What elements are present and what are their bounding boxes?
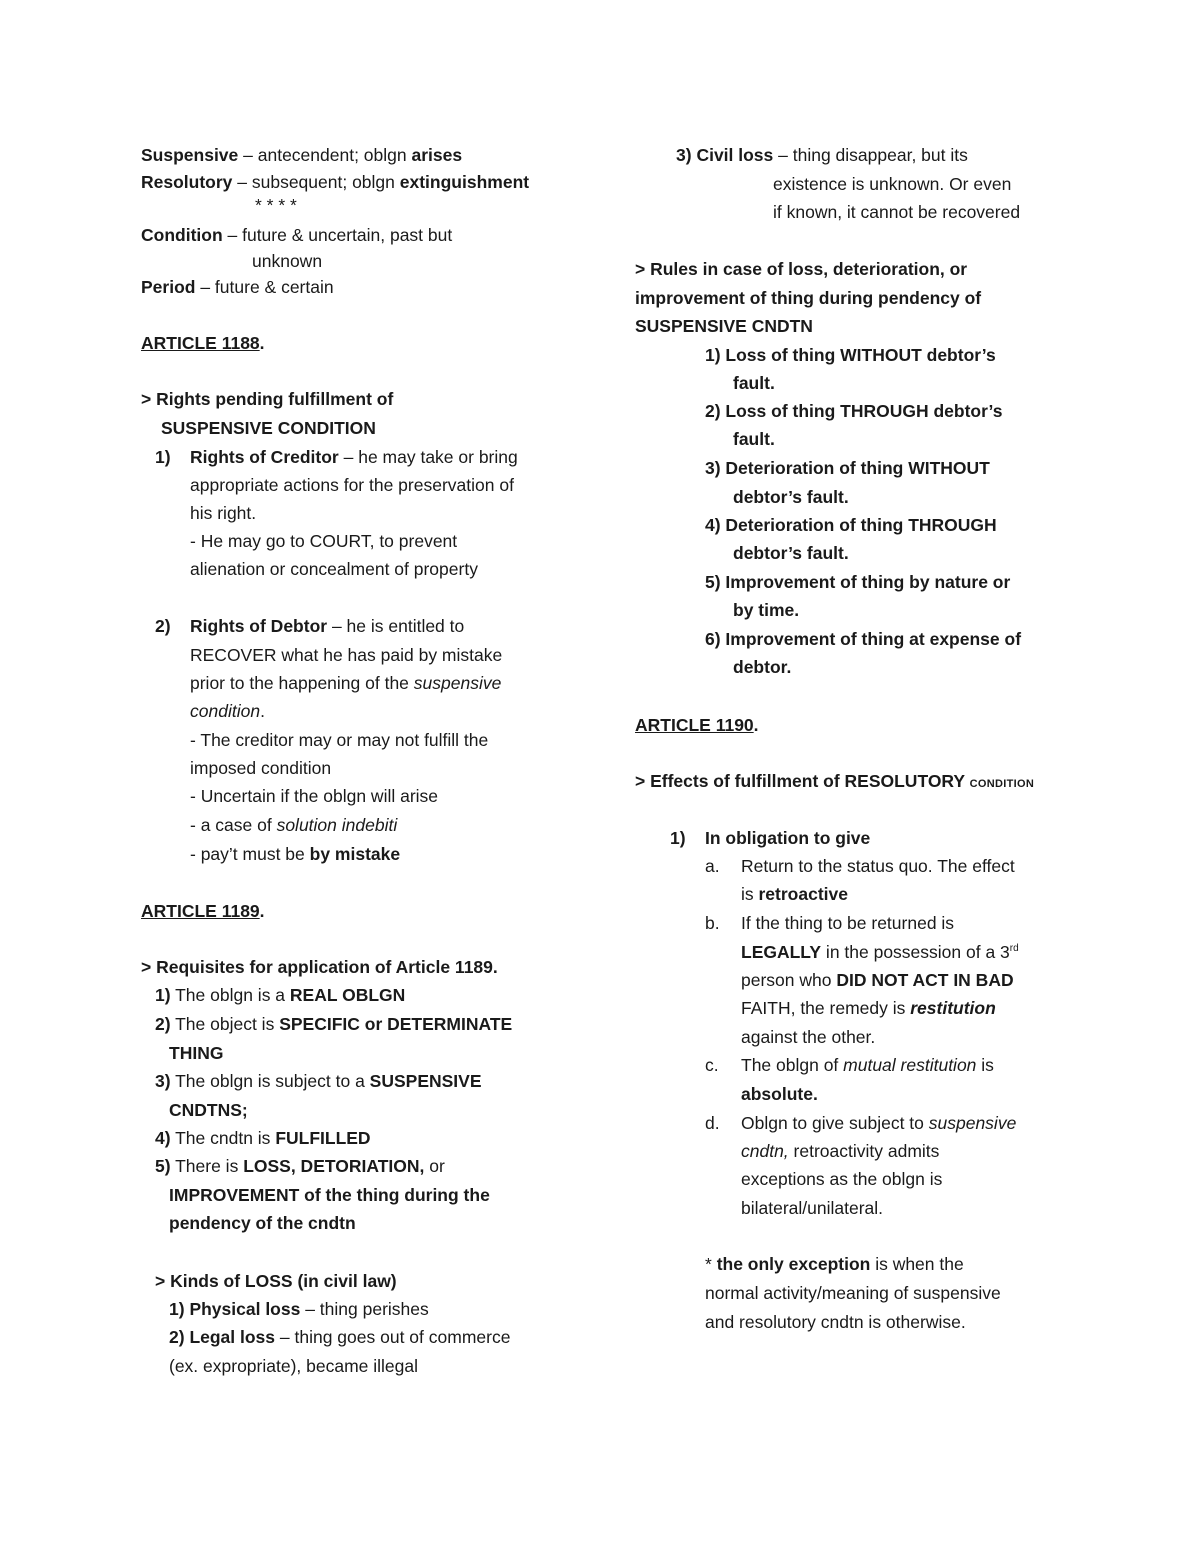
requisite-2-cont: THING [169,1043,224,1063]
art1188-intro: > Rights pending fulfillment of [141,389,394,409]
requisite-5: 5) There is LOSS, DETORIATION, or [155,1156,445,1176]
rules-heading-1: > Rules in case of loss, deterioration, or [635,259,968,279]
item2-line4: condition. [190,701,265,721]
loss-legal-cont: (ex. expropriate), became illegal [169,1356,419,1376]
kinds-of-loss-heading: > Kinds of LOSS (in civil law) [155,1271,397,1291]
effect-c-line2: absolute. [741,1084,818,1104]
loss-civil: 3) Civil loss – thing disappear, but its [676,145,968,165]
effect-b-letter: b. [705,913,720,933]
art1190-intro: > Effects of fulfillment of RESOLUTORY CONDITION [635,771,1035,791]
item1-num: 1) [155,447,171,467]
rule-1-cont: fault. [733,373,775,393]
effect-c-letter: c. [705,1055,719,1075]
rule-6: 6) Improvement of thing at expense of [705,629,1022,649]
effect-c-line1: The oblgn of mutual restitution is [741,1055,994,1075]
effect-d-line3: exceptions as the oblgn is [741,1169,943,1189]
item1-line4: - He may go to COURT, to prevent [190,531,458,551]
oblig-title: In obligation to give [705,828,871,848]
effect-b-line1: If the thing to be returned is [741,913,955,933]
item2-line3: prior to the happening of the suspensive [190,673,502,693]
requisite-5-cont-2: pendency of the cndtn [169,1213,356,1233]
effect-d-line2: cndtn, retroactivity admits [741,1141,940,1161]
item2-line7: - Uncertain if the oblgn will arise [190,786,439,806]
heading-article-1188: ARTICLE 1188. [141,333,265,353]
effect-b-line5: against the other. [741,1027,876,1047]
loss-physical: 1) Physical loss – thing perishes [169,1299,429,1319]
rule-6-cont: debtor. [733,657,792,677]
rule-3: 3) Deterioration of thing WITHOUT [705,458,990,478]
exception-note-3: and resolutory cndtn is otherwise. [705,1312,966,1332]
effect-a-line1: Return to the status quo. The effect [741,856,1015,876]
requisite-4: 4) The cndtn is FULFILLED [155,1128,371,1148]
item1-line2: appropriate actions for the preservation of [190,475,514,495]
exception-note-2: normal activity/meaning of suspensive [705,1283,1001,1303]
oblig-num: 1) [670,828,686,848]
item1-line1: Rights of Creditor – he may take or bring [190,447,518,467]
item2-num: 2) [155,616,171,636]
term-period: Period – future & certain [141,277,334,297]
loss-legal: 2) Legal loss – thing goes out of commerce [169,1327,511,1347]
loss-civil-cont-2: if known, it cannot be recovered [773,202,1021,222]
effect-d-line1: Oblgn to give subject to suspensive [741,1113,1017,1133]
rule-3-cont: debtor’s fault. [733,487,849,507]
rule-4-cont: debtor’s fault. [733,543,849,563]
effect-a-line2: is retroactive [741,884,848,904]
requisite-3: 3) The oblgn is subject to a SUSPENSIVE [155,1071,482,1091]
rules-heading-2: improvement of thing during pendency of [635,288,982,308]
item1-line5: alienation or concealment of property [190,559,478,579]
rule-2-cont: fault. [733,429,775,449]
heading-article-1190: ARTICLE 1190. [635,715,759,735]
term-suspensive: Suspensive – antecendent; oblgn arises [141,145,463,165]
art1188-intro-2: SUSPENSIVE CONDITION [161,418,376,438]
requisite-1: 1) The oblgn is a REAL OBLGN [155,985,406,1005]
heading-article-1189: ARTICLE 1189. [141,901,265,921]
stars-separator: * * * * [255,195,297,215]
effect-a-letter: a. [705,856,720,876]
item2-line5: - The creditor may or may not fulfill the [190,730,489,750]
item2-line9: - pay’t must be by mistake [190,844,401,864]
effect-d-letter: d. [705,1113,720,1133]
effect-b-line4: FAITH, the remedy is restitution [741,998,996,1018]
exception-note: * the only exception is when the [705,1254,964,1274]
effect-b-line2: LEGALLY in the possession of a 3rd [741,942,1019,962]
requisite-3-cont: CNDTNS; [169,1100,248,1120]
term-condition-cont: unknown [252,251,323,271]
loss-civil-cont-1: existence is unknown. Or even [773,174,1012,194]
rule-4: 4) Deterioration of thing THROUGH [705,515,997,535]
term-condition: Condition – future & uncertain, past but [141,225,453,245]
item1-line3: his right. [190,503,257,523]
rule-2: 2) Loss of thing THROUGH debtor’s [705,401,1003,421]
rule-5-cont: by time. [733,600,800,620]
rule-1: 1) Loss of thing WITHOUT debtor’s [705,345,996,365]
item2-line1: Rights of Debtor – he is entitled to [190,616,465,636]
rule-5: 5) Improvement of thing by nature or [705,572,1011,592]
effect-d-line4: bilateral/unilateral. [741,1198,884,1218]
item2-line6: imposed condition [190,758,332,778]
item2-line8: - a case of solution indebiti [190,815,398,835]
term-resolutory: Resolutory – subsequent; oblgn extinguishment [141,172,530,192]
requisite-5-cont: IMPROVEMENT of the thing during the [169,1185,490,1205]
requisite-2: 2) The object is SPECIFIC or DETERMINATE [155,1014,513,1034]
rules-heading-3: SUSPENSIVE CNDTN [635,316,813,336]
item2-line2: RECOVER what he has paid by mistake [190,645,503,665]
effect-b-line3: person who DID NOT ACT IN BAD [741,970,1014,990]
art1189-intro: > Requisites for application of Article 1189. [141,957,498,977]
